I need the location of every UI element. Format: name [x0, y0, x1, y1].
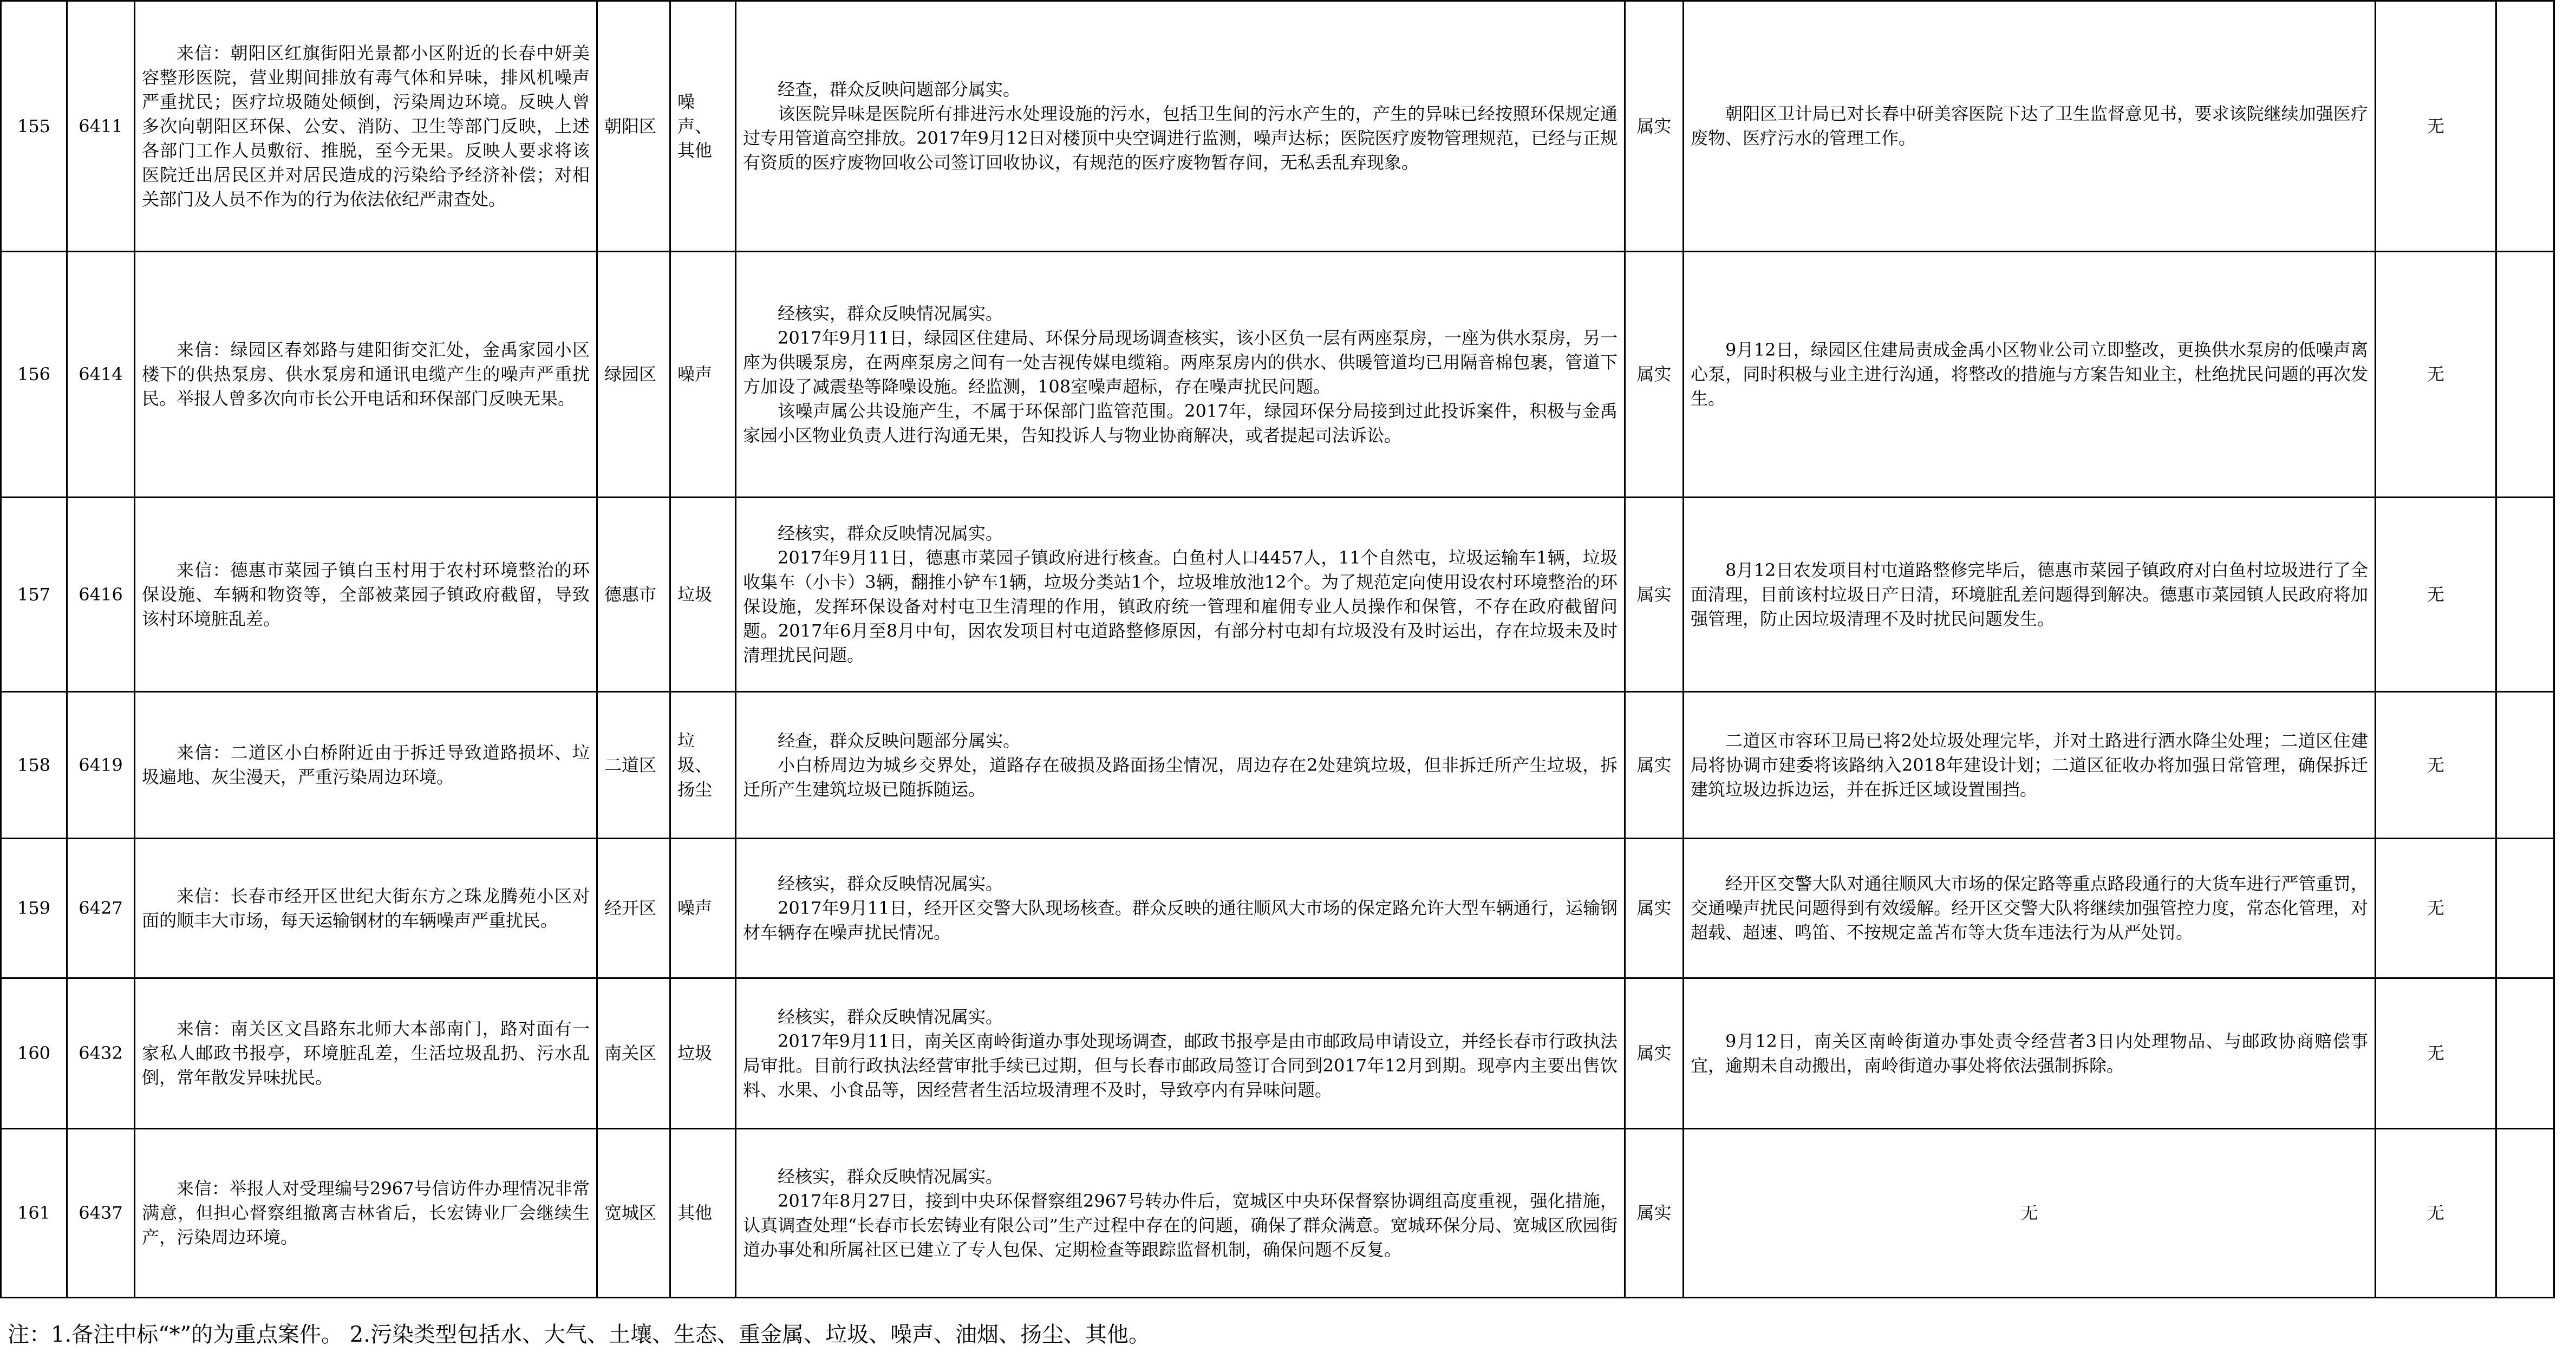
pollution-type-cell: 噪声: [670, 252, 736, 498]
findings-cell-paragraph: 经查，群众反映问题部分属实。: [778, 79, 1021, 100]
penalty-cell: 无: [2376, 839, 2496, 978]
findings-cell: [736, 1, 1625, 252]
table-row: [1, 1, 2554, 252]
penalty-cell: 无: [2376, 1129, 2496, 1298]
footnote: 注：1.备注中标“*”的为重点案件。 2.污染类型包括水、大气、土壤、生态、重金属、垃圾、噪声、油烟、扬尘、其他。: [8, 1322, 1150, 1347]
seq-cell: 155: [1, 1, 67, 252]
complaint-text: 来信：二道区小白桥附近由于拆迁导致道路损坏、垃圾遍地、灰尘漫天，严重污染周边环境。: [142, 742, 590, 787]
complaint-text: 来信：举报人对受理编号2967号信访件办理情况非常满意，但担心督察组撤离吉林省后，长宏铸业厂会继续生产，污染周边环境。: [142, 1178, 590, 1247]
complaint-text: 来信：长春市经开区世纪大街东方之珠龙腾苑小区对面的顺丰大市场，每天运输钢材的车辆噪声严重扰民。: [142, 885, 590, 931]
remark-cell: [2496, 1129, 2554, 1298]
handling-cell-paragraph: 经开区交警大队对通往顺风大市场的保定路等重点路段通行的大货车进行严管重罚，交通噪声扰民问题得到有效缓解。经开区交警大队将继续加强管控力度，常态化管理，对超载、超速、鸣笛、不按规定盖苫布等大货车违法行为从严处罚。: [1691, 873, 2368, 943]
case-code-cell: 6416: [67, 498, 135, 692]
complaint-text: 来信：南关区文昌路东北师大本部南门，路对面有一家私人邮政书报亭，环境脏乱差，生活垃圾乱扔、污水乱倒，常年散发异味扰民。: [142, 1018, 590, 1088]
verdict-cell: 属实: [1625, 839, 1684, 978]
remark-cell: [2496, 252, 2554, 498]
findings-cell-paragraph: 经核实，群众反映情况属实。: [778, 873, 1003, 894]
seq-cell: 157: [1, 498, 67, 692]
table-row: [1, 978, 2554, 1129]
pollution-type-cell: 垃圾: [670, 498, 736, 692]
complaint-text: 来信：朝阳区红旗街阳光景都小区附近的长春中妍美容整形医院，营业期间排放有毒气体和异味，排风机噪声严重扰民；医疗垃圾随处倾倒，污染周边环境。反映人曾多次向朝阳区环保、公安、消防、卫生等部门反映，上述各部门工作人员敷衍、推脱，至今无果。反映人要求将该医院迁出居民区并对居民造成的污染给予经济补偿；对相关部门及人员不作为的行为依法依纪严肃查处。: [142, 42, 590, 210]
findings-cell-paragraph: 2017年9月11日，南关区南岭街道办事处现场调查，邮政书报亭是由市邮政局申请设立，并经长春市行政执法局审批。目前行政执法经营审批手续已过期，但与长春市邮政局签订合同到2017年12月到期。现亭内主要出售饮料、水果、小食品等，因经营者生活垃圾清理不及时，导致亭内有异味问题。: [743, 1030, 1618, 1100]
table-row: [1, 692, 2554, 839]
district-cell: 绿园区: [597, 252, 670, 498]
findings-cell: [736, 252, 1625, 498]
verdict-cell: 属实: [1625, 1129, 1684, 1298]
district-cell: 德惠市: [597, 498, 670, 692]
verdict-cell: 属实: [1625, 498, 1684, 692]
findings-cell-paragraph: 该噪声属公共设施产生，不属于环保部门监管范围。2017年，绿园环保分局接到过此投诉案件，积极与金禹家园小区物业负责人进行沟通无果，告知投诉人与物业协商解决，或者提起司法诉讼。: [743, 400, 1618, 446]
handling-cell: [1684, 252, 2376, 498]
handling-cell: 无: [1684, 1129, 2376, 1298]
district-cell: 朝阳区: [597, 1, 670, 252]
handling-cell: [1684, 498, 2376, 692]
district-cell: 经开区: [597, 839, 670, 978]
verdict-cell: 属实: [1625, 692, 1684, 839]
handling-cell-paragraph: 二道区市容环卫局已将2处垃圾处理完毕，并对土路进行洒水降尘处理；二道区住建局将协调市建委将该路纳入2018年建设计划；二道区征收办将加强日常管理，确保拆迁建筑垃圾边拆边运，并在拆迁区域设置围挡。: [1691, 730, 2368, 800]
findings-cell: [736, 692, 1625, 839]
seq-cell: 161: [1, 1129, 67, 1298]
handling-cell: [1684, 978, 2376, 1129]
complaint-cell: [135, 839, 597, 978]
complaint-cell: [135, 692, 597, 839]
table-body: [1, 1, 2554, 1298]
remark-cell: [2496, 692, 2554, 839]
pollution-type-cell: 噪声: [670, 839, 736, 978]
seq-cell: 158: [1, 692, 67, 839]
complaint-text: 来信：绿园区春郊路与建阳街交汇处，金禹家园小区楼下的供热泵房、供水泵房和通讯电缆产生的噪声严重扰民。举报人曾多次向市长公开电话和环保部门反映无果。: [142, 339, 590, 409]
case-code-cell: 6419: [67, 692, 135, 839]
remark-cell: [2496, 498, 2554, 692]
penalty-cell: 无: [2376, 1, 2496, 252]
penalty-cell: 无: [2376, 692, 2496, 839]
findings-cell-paragraph: 经核实，群众反映情况属实。: [778, 1166, 1003, 1187]
remark-cell: [2496, 839, 2554, 978]
table-row: [1, 839, 2554, 978]
remark-cell: [2496, 1, 2554, 252]
case-code-cell: 6437: [67, 1129, 135, 1298]
table-row: [1, 498, 2554, 692]
remark-cell: [2496, 978, 2554, 1129]
findings-cell-paragraph: 2017年9月11日，经开区交警大队现场核查。群众反映的通往顺风大市场的保定路允许大型车辆通行，运输钢材车辆存在噪声扰民情况。: [743, 898, 1618, 943]
handling-cell: [1684, 1, 2376, 252]
penalty-cell: 无: [2376, 978, 2496, 1129]
complaint-cell: [135, 978, 597, 1129]
findings-cell: [736, 498, 1625, 692]
complaint-cell: [135, 1, 597, 252]
pollution-type-cell: 垃圾: [670, 978, 736, 1129]
verdict-cell: 属实: [1625, 252, 1684, 498]
findings-cell: [736, 1129, 1625, 1298]
table-row: [1, 252, 2554, 498]
handling-cell: [1684, 839, 2376, 978]
findings-cell-paragraph: 小白桥周边为城乡交界处，道路存在破损及路面扬尘情况，周边存在2处建筑垃圾，但非拆迁所产生垃圾，拆迁所产生建筑垃圾已随拆随运。: [743, 754, 1618, 800]
findings-cell-paragraph: 2017年9月11日，绿园区住建局、环保分局现场调查核实，该小区负一层有两座泵房，一座为供水泵房，另一座为供暖泵房，在两座泵房之间有一处吉视传媒电缆箱。两座泵房内的供水、供暖管道均已用隔音棉包裹，管道下方加设了减震垫等降噪设施。经监测，108室噪声超标，存在噪声扰民问题。: [743, 327, 1618, 397]
findings-cell-paragraph: 经核实，群众反映情况属实。: [778, 523, 1003, 544]
seq-cell: 159: [1, 839, 67, 978]
complaint-cell: [135, 498, 597, 692]
case-code-cell: 6427: [67, 839, 135, 978]
verdict-cell: 属实: [1625, 1, 1684, 252]
penalty-cell: 无: [2376, 252, 2496, 498]
seq-cell: 156: [1, 252, 67, 498]
findings-cell: [736, 839, 1625, 978]
case-code-cell: 6411: [67, 1, 135, 252]
district-cell: 二道区: [597, 692, 670, 839]
findings-cell-paragraph: 该医院异味是医院所有排进污水处理设施的污水，包括卫生间的污水产生的，产生的异味已经按照环保规定通过专用管道高空排放。2017年9月12日对楼顶中央空调进行监测，噪声达标；医院医疗废物管理规范，已经与正规有资质的医疗废物回收公司签订回收协议，有规范的医疗废物暂存间，无私丢乱弃现象。: [743, 103, 1618, 173]
handling-cell-paragraph: 8月12日农发项目村屯道路整修完毕后，德惠市菜园子镇政府对白鱼村垃圾进行了全面清理，目前该村垃圾日产日清，环境脏乱差问题得到解决。德惠市菜园镇人民政府将加强管理，防止因垃圾清理不及时扰民问题发生。: [1691, 559, 2368, 629]
findings-cell-paragraph: 2017年9月11日，德惠市菜园子镇政府进行核查。白鱼村人口4457人，11个自然屯，垃圾运输车1辆，垃圾收集车（小卡）3辆，翻推小铲车1辆，垃圾分类站1个，垃圾堆放池12个。为了规范定向使用设农村环境整治的环保设施，发挥环保设备对村屯卫生清理的作用，镇政府统一管理和雇佣专业人员操作和保管，不存在政府截留问题。2017年6月至8月中旬，因农发项目村屯道路整修原因，有部分村屯却有垃圾没有及时运出，存在垃圾未及时清理扰民问题。: [743, 547, 1618, 665]
findings-cell-paragraph: 2017年8月27日，接到中央环保督察组2967号转办件后，宽城区中央环保督察协调组高度重视，强化措施，认真调查处理“长春市长宏铸业有限公司”生产过程中存在的问题，确保了群众满意。宽城环保分局、宽城区欣园街道办事处和所属社区已建立了专人包保、定期检查等跟踪监督机制，确保问题不反复。: [743, 1190, 1618, 1260]
handling-cell-paragraph: 朝阳区卫计局已对长春中研美容医院下达了卫生监督意见书，要求该院继续加强医疗废物、医疗污水的管理工作。: [1691, 103, 2368, 148]
seq-cell: 160: [1, 978, 67, 1129]
handling-cell-paragraph: 9月12日，南关区南岭街道办事处责令经营者3日内处理物品、与邮政协商赔偿事宜，逾期未自动搬出，南岭街道办事处将依法强制拆除。: [1691, 1030, 2368, 1076]
complaint-cell: [135, 252, 597, 498]
case-code-cell: 6432: [67, 978, 135, 1129]
pollution-type-cell: 其他: [670, 1129, 736, 1298]
district-cell: 南关区: [597, 978, 670, 1129]
handling-cell-paragraph: 9月12日，绿园区住建局责成金禹小区物业公司立即整改，更换供水泵房的低噪声离心泵，同时积极与业主进行沟通，将整改的措施与方案告知业主，杜绝扰民问题的再次发生。: [1691, 339, 2368, 409]
findings-cell-paragraph: 经核实，群众反映情况属实。: [778, 303, 1003, 324]
verdict-cell: 属实: [1625, 978, 1684, 1129]
findings-cell: [736, 978, 1625, 1129]
table-row: [1, 1129, 2554, 1298]
pollution-type-cell: 噪声、其他: [670, 1, 736, 252]
findings-cell-paragraph: 经核实，群众反映情况属实。: [778, 1006, 1003, 1027]
pollution-type-cell: 垃圾、扬尘: [670, 692, 736, 839]
district-cell: 宽城区: [597, 1129, 670, 1298]
case-code-cell: 6414: [67, 252, 135, 498]
complaint-cell: [135, 1129, 597, 1298]
handling-cell: [1684, 692, 2376, 839]
findings-cell-paragraph: 经查，群众反映问题部分属实。: [778, 730, 1021, 751]
penalty-cell: 无: [2376, 498, 2496, 692]
complaint-text: 来信：德惠市菜园子镇白玉村用于农村环境整治的环保设施、车辆和物资等，全部被菜园子镇政府截留，导致该村环境脏乱差。: [142, 559, 590, 629]
